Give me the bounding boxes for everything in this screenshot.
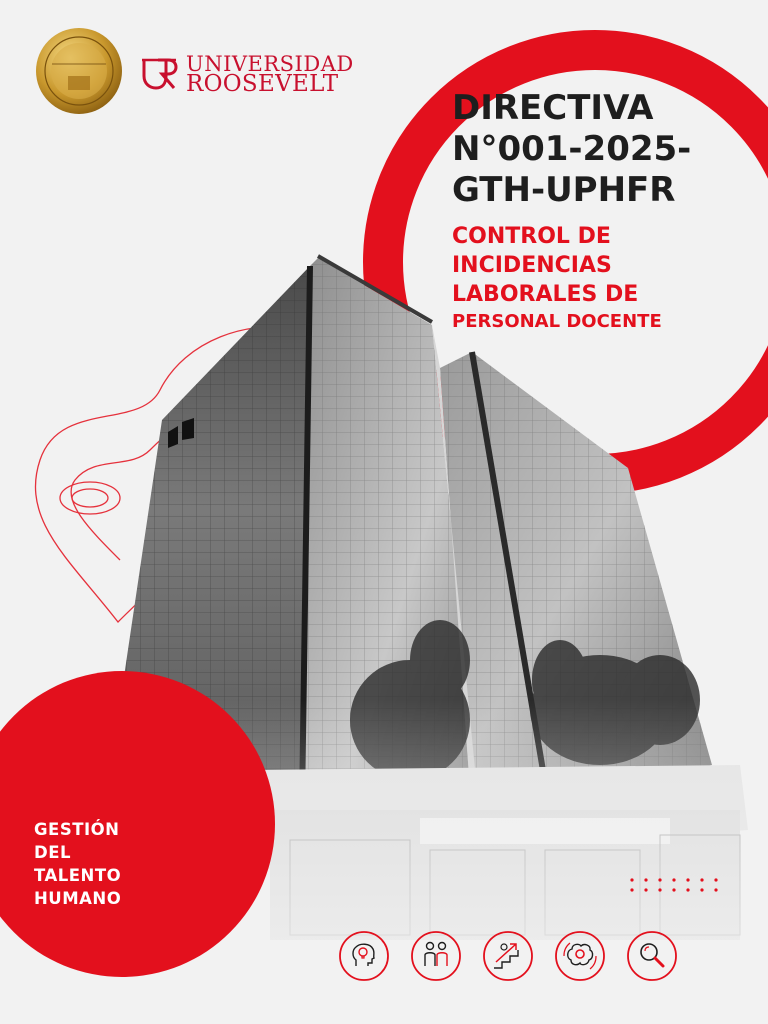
department-line: HUMANO — [34, 889, 122, 908]
document-subtitle — [452, 222, 752, 335]
department-line: TALENTO — [34, 866, 122, 885]
ur-monogram-icon — [140, 54, 180, 94]
subtitle-line: LABORALES DE — [452, 282, 639, 307]
subtitle-line: CONTROL DE — [452, 224, 611, 249]
university-logo — [140, 52, 355, 98]
head-idea-icon — [338, 930, 390, 982]
growth-stairs-icon — [482, 930, 534, 982]
icon-row — [338, 930, 718, 984]
brand-name-line1: UNIVERSIDAD — [186, 52, 354, 76]
accreditation-badge-icon — [30, 26, 128, 116]
magnifier-search-icon — [626, 930, 678, 982]
team-people-icon — [410, 930, 462, 982]
brain-gear-icon — [554, 930, 606, 982]
document-title — [452, 88, 752, 211]
subtitle-line: PERSONAL DOCENTE — [452, 311, 662, 332]
title-line: GTH-UPHFR — [452, 170, 676, 210]
department-line: DEL — [34, 843, 71, 862]
title-line: N°001-2025- — [452, 129, 692, 169]
department-name — [34, 818, 121, 910]
brand-name-line2: ROOSEVELT — [186, 71, 339, 97]
subtitle-line: INCIDENCIAS — [452, 253, 612, 278]
department-line: GESTIÓN — [34, 820, 120, 839]
title-line: DIRECTIVA — [452, 88, 654, 128]
